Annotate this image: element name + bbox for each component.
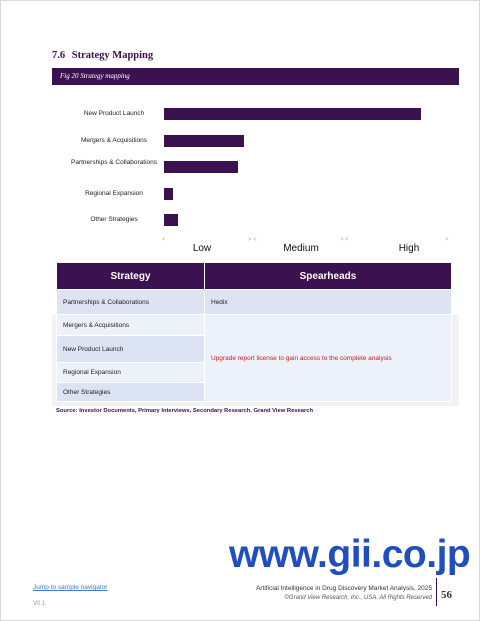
figure-caption: Fig 20 Strategy mapping xyxy=(52,68,459,85)
strategy-table xyxy=(56,262,452,402)
scale-tick: < xyxy=(162,237,166,243)
scale-label: Low xyxy=(192,243,212,254)
table-cell-spearhead: Hedix xyxy=(205,290,452,315)
bar-label: Regional Expansion xyxy=(85,189,143,197)
table-cell-strategy: New Product Launch xyxy=(57,336,205,363)
bar-label: Other Strategies xyxy=(90,216,138,223)
section-title xyxy=(52,50,153,61)
scale-tick: > < xyxy=(340,237,349,243)
source-note: Source: Investor Documents, Primary Interviews, Secondary Research, Grand View Research xyxy=(56,408,313,414)
scale-label: Medium xyxy=(283,243,319,254)
table-cell-strategy: Regional Expansion xyxy=(57,363,205,383)
table-header-spearheads: Spearheads xyxy=(205,263,452,290)
page-number: 56 xyxy=(441,589,452,601)
scale-tick: > xyxy=(445,237,449,243)
scale-label: High xyxy=(398,243,420,254)
table-row xyxy=(57,315,452,336)
bar-label: New Product Launch xyxy=(83,110,145,117)
bar xyxy=(164,161,238,173)
bar xyxy=(164,214,178,226)
version-label: V0.1 xyxy=(33,601,46,607)
footer-report-title: Artificial Intelligence in Drug Discovery Market Analysis, 2025 xyxy=(256,585,432,592)
bar xyxy=(164,135,244,147)
bar-label: Mergers & Acquisitions xyxy=(80,136,148,144)
table-cell-locked xyxy=(205,315,452,402)
section-number: 7.6 xyxy=(52,50,66,61)
footer-divider xyxy=(436,578,437,606)
section-title-text: Strategy Mapping xyxy=(71,50,154,61)
jump-to-navigator-link[interactable]: Jump to sample navigator xyxy=(33,584,108,591)
table-cell-strategy: Other Strategies xyxy=(57,383,205,402)
table-cell-strategy: Partnerships & Collaborations xyxy=(57,290,205,315)
bar-label: Partnerships & Collaborations xyxy=(71,159,157,166)
table-header-row xyxy=(57,263,452,290)
scale-tick: > < xyxy=(248,237,257,243)
table-row xyxy=(57,290,452,315)
table-header-strategy: Strategy xyxy=(57,263,205,290)
bar xyxy=(164,108,421,120)
watermark-logo: www.gii.co.jp xyxy=(229,533,471,576)
footer-copyright: ©Grand View Research, Inc., USA. All Rights Reserved xyxy=(284,595,432,601)
table-cell-strategy: Mergers & Acquisitions xyxy=(57,315,205,336)
bar xyxy=(164,188,173,200)
upgrade-notice: Upgrade report license to gain access to the complete analysis xyxy=(211,354,392,362)
